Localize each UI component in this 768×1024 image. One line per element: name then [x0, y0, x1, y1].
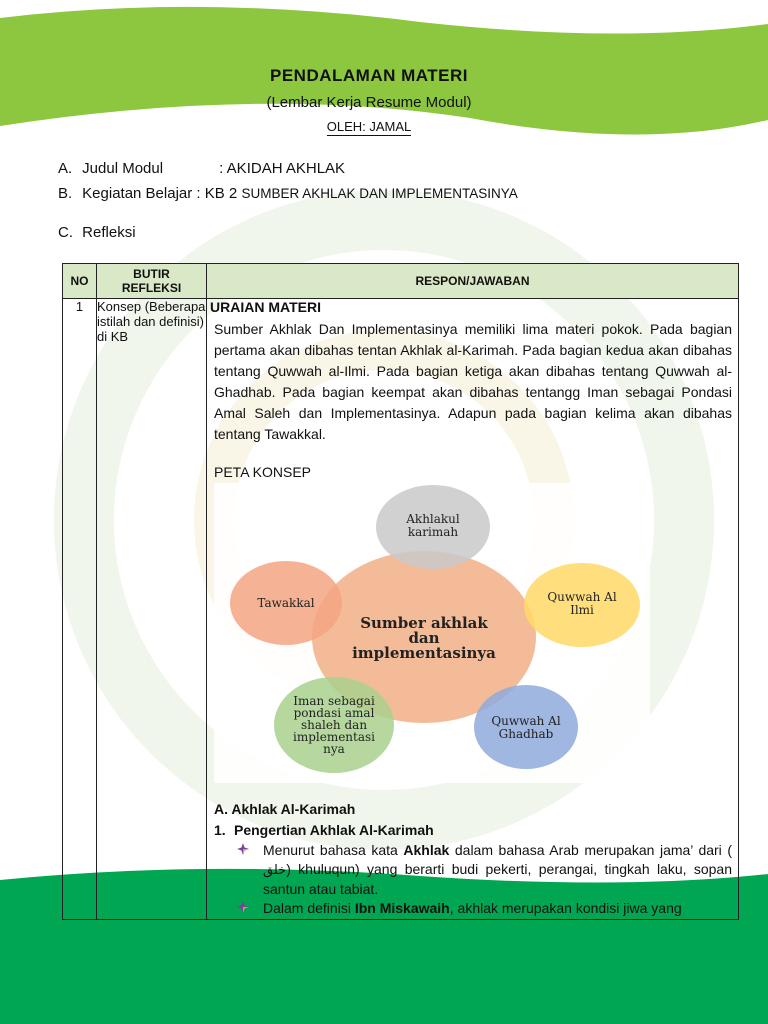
top-label-2: karimah: [407, 525, 459, 539]
bullet-1-bold: Akhlak: [403, 842, 450, 858]
bullet-2-bold: Ibn Miskawaih: [354, 900, 450, 916]
left-label: Tawakkal: [257, 596, 315, 610]
center-label-3: implementasinya: [352, 644, 496, 662]
info-b-sep: : KB 2: [196, 185, 238, 202]
concept-map: [214, 483, 650, 783]
table-row: [63, 299, 739, 920]
bullet-1-arabic: خلق: [263, 863, 287, 878]
right-label-1: Quwwah Al: [547, 590, 617, 604]
info-a-value: : AKIDAH AKHLAK: [219, 160, 346, 177]
info-a-label: Judul Modul: [82, 160, 164, 177]
th-respon: RESPON/JAWABAN: [207, 264, 739, 299]
bullet-1-part2: dalam bahasa Arab merupakan jama’ dari (: [449, 842, 733, 858]
info-b-label: Kegiatan Belajar: [82, 185, 193, 202]
row-respon: [207, 299, 739, 920]
section-a-title: A. Akhlak Al-Karimah: [214, 801, 356, 817]
th-no: NO: [63, 264, 97, 299]
info-c-letter: C.: [58, 224, 73, 241]
author-text: OLEH: JAMAL: [326, 119, 412, 134]
bullet-icon: [237, 901, 249, 913]
th-butir-2: REFLEKSI: [121, 281, 182, 295]
info-a-letter: A.: [58, 160, 73, 177]
top-label-1: Akhlakul: [406, 512, 460, 526]
page-subtitle: (Lembar Kerja Resume Modul): [266, 94, 472, 111]
row-no: 1: [63, 299, 97, 920]
bottomleft-label-4: implementasi: [292, 730, 376, 744]
center-label-1: Sumber akhlak: [360, 614, 488, 632]
center-label-2: dan: [408, 629, 440, 647]
info-b-value: SUMBER AKHLAK DAN IMPLEMENTASINYA: [241, 186, 518, 201]
th-butir-1: BUTIR: [133, 267, 170, 281]
info-c-label: Refleksi: [82, 224, 136, 241]
bottomleft-label-1: Iman sebagai: [293, 694, 375, 708]
bottomright-label-1: Quwwah Al: [491, 714, 561, 728]
table-header-row: [63, 264, 739, 299]
refleksi-table: [62, 263, 739, 920]
info-b-letter: B.: [58, 185, 73, 202]
peta-konsep-title: PETA KONSEP: [214, 464, 311, 480]
uraian-body: Sumber Akhlak Dan Implementasinya memiliki lima materi pokok. Pada bagian pertama akan dibahas tentan Akhlak al-Karimah. Pada bagian kedua akan dibahas tentang Quwwah al-Ilmi. Pada bagian ketiga akan dibahas tentang Quwwah al-Ghadhab. Pada bagian keempat akan dibahas tentangg Iman sebagai Pondasi Amal Saleh dan Implementasinya. Adapun pada bagian kelima akan dibahas tentang Tawakkal.: [214, 321, 732, 442]
section-1-num: 1.: [214, 822, 226, 838]
bullet-2-part1: Dalam definisi: [263, 900, 355, 916]
info-judul-modul: [58, 160, 345, 177]
bullet-2-part2: , akhlak merupakan kondisi jiwa yang: [449, 900, 682, 916]
author-line: [0, 119, 738, 134]
info-kegiatan-belajar: [58, 185, 518, 202]
bullet-icon: [237, 843, 249, 855]
row-butir: Konsep (Beberapa istilah dan definisi) di KB: [97, 299, 207, 920]
bullet-2-text: [263, 899, 732, 918]
bullet-1-part3: ) khuluqun) yang berarti budi pekerti, perangai, tingkah laku, sopan santun atau tabiat.: [263, 861, 732, 897]
info-refleksi: [58, 224, 136, 241]
bottomright-label-2: Ghadhab: [498, 727, 554, 741]
bullet-1-text: [263, 841, 732, 899]
th-butir: [97, 264, 207, 299]
bottomleft-label-2: pondasi amal: [293, 706, 375, 720]
bullet-1-part1: Menurut bahasa kata: [263, 842, 404, 858]
section-1-text: Pengertian Akhlak Al-Karimah: [234, 822, 434, 838]
bottomleft-label-3: shaleh dan: [300, 718, 368, 732]
list-item: [237, 841, 732, 899]
section-1-title: [214, 822, 434, 838]
right-label-2: Ilmi: [570, 603, 594, 617]
page-title: PENDALAMAN MATERI: [269, 66, 468, 85]
list-item: [237, 899, 732, 918]
bottomleft-label-5: nya: [323, 742, 345, 756]
uraian-title: URAIAN MATERI: [210, 299, 321, 315]
